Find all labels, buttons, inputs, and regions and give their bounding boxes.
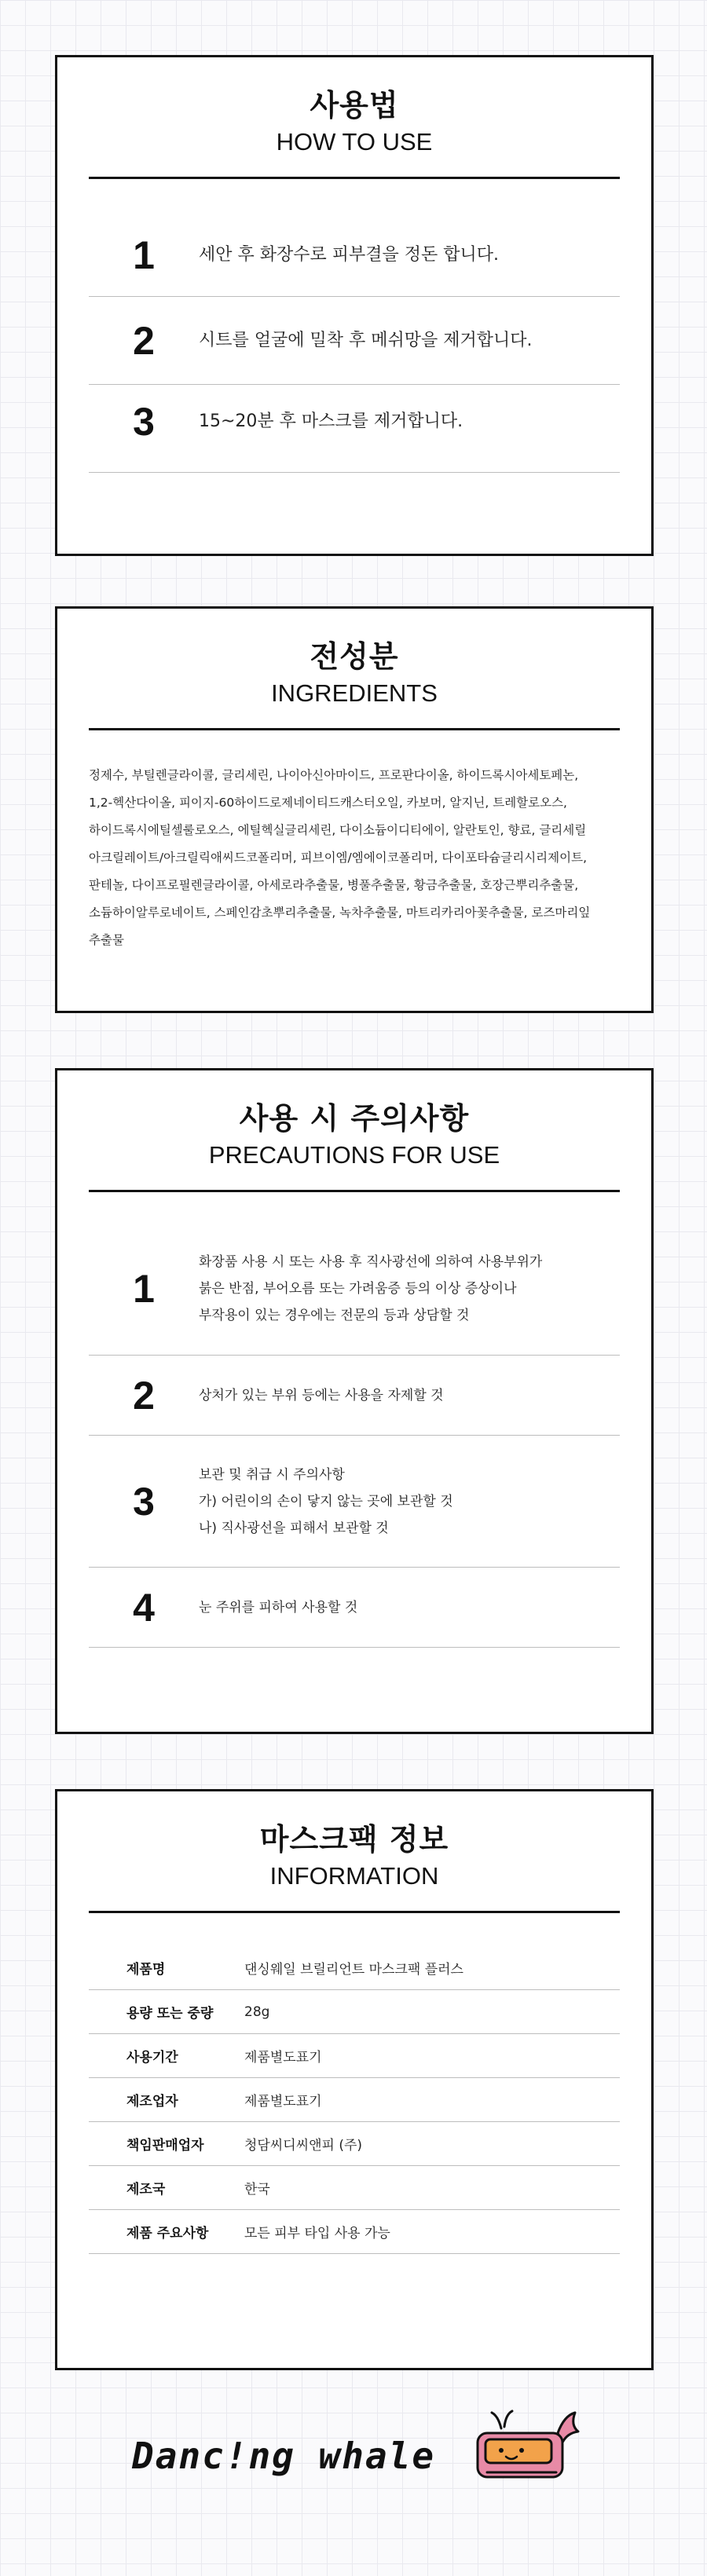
info-key: 제조업자 (126, 2094, 178, 2109)
info-row (89, 2122, 620, 2166)
info-value: 제품별도표기 (244, 2050, 322, 2066)
info-key: 용량 또는 중량 (126, 2006, 214, 2022)
ingredients-line: 아크릴레이트/아크릴릭애씨드코폴리머, 피브이엠/엠에이코폴리머, 다이포타슘글리시리제이트, (89, 851, 588, 865)
precaution-number: 3 (133, 1479, 155, 1524)
precaution-item-2 (89, 1356, 620, 1436)
step-number: 2 (133, 318, 155, 363)
how-to-use-steps (89, 179, 620, 473)
step-number: 1 (133, 232, 155, 277)
brand-logo-text: Danc!ng whale (132, 2435, 436, 2477)
info-value: 댄싱웨일 브릴리언트 마스크팩 플러스 (244, 1962, 463, 1978)
how-to-use-step-3 (89, 385, 620, 473)
ingredients-card (55, 606, 654, 1013)
step-text: 15~20분 후 마스크를 제거합니다. (199, 412, 463, 431)
information-table (89, 1946, 620, 2254)
ingredients-line: 하이드록시에틸셀룰로오스, 에틸헥실글리세린, 다이소듐이디티에이, 알란토인, 향료, 글리세릴 (89, 823, 587, 837)
info-key: 제품 주요사항 (126, 2226, 209, 2241)
info-key: 제조국 (126, 2182, 166, 2197)
info-value: 28g (244, 2003, 270, 2020)
precautions-card (55, 1068, 654, 1734)
info-value: 모든 피부 타입 사용 가능 (244, 2226, 390, 2241)
information-divider (89, 1911, 620, 1913)
info-key: 사용기간 (126, 2050, 178, 2066)
info-key: 책임판매업자 (126, 2138, 204, 2153)
how-to-use-header (57, 57, 651, 158)
precautions-header (57, 1070, 651, 1171)
step-text: 시트를 얼굴에 밀착 후 메쉬망을 제거합니다. (199, 330, 533, 350)
precaution-number: 2 (133, 1373, 155, 1418)
precaution-line: 가) 어린이의 손이 닿지 않는 곳에 보관할 것 (199, 1493, 453, 1509)
information-card (55, 1789, 654, 2370)
precaution-text (199, 1462, 453, 1542)
whale-mascot-icon (470, 2402, 588, 2496)
precaution-text (199, 1594, 357, 1621)
precaution-text (199, 1249, 542, 1329)
precaution-line: 부작용이 있는 경우에는 전문의 등과 상담할 것 (199, 1307, 470, 1323)
precautions-title-en: PRECAUTIONS FOR USE (208, 1141, 500, 1169)
ingredients-line: 판테놀, 다이프로필렌글라이콜, 아세로라추출물, 병풀추출물, 황금추출물, 호장근뿌리추출물, (89, 878, 579, 892)
ingredients-line: 추출물 (89, 933, 124, 947)
precaution-line: 보관 및 취급 시 주의사항 (199, 1466, 345, 1483)
info-row (89, 2210, 620, 2254)
precaution-line: 나) 직사광선을 피해서 보관할 것 (199, 1520, 389, 1536)
info-row (89, 1990, 620, 2034)
precaution-text (199, 1382, 444, 1409)
ingredients-title-en: INGREDIENTS (271, 679, 438, 707)
ingredients-title-ko: 전성분 (310, 639, 399, 674)
info-value: 청담씨디씨앤피 (주) (244, 2138, 363, 2153)
how-to-use-title-en: HOW TO USE (276, 128, 433, 156)
info-row (89, 2078, 620, 2122)
info-row (89, 2166, 620, 2210)
precaution-item-4 (89, 1568, 620, 1648)
info-row (89, 1946, 620, 1990)
precaution-item-1 (89, 1192, 620, 1356)
how-to-use-step-1 (89, 179, 620, 297)
how-to-use-step-2 (89, 297, 620, 385)
precaution-line: 눈 주위를 피하여 사용할 것 (199, 1599, 358, 1615)
brand-footer (0, 2394, 707, 2512)
precautions-title-ko: 사용 시 주의사항 (239, 1101, 470, 1136)
info-row (89, 2034, 620, 2078)
step-number: 3 (133, 400, 155, 444)
how-to-use-card (55, 55, 654, 556)
precaution-number: 4 (133, 1585, 155, 1630)
ingredients-divider (89, 728, 620, 730)
precaution-item-3 (89, 1436, 620, 1568)
info-value: 제품별도표기 (244, 2094, 322, 2109)
precaution-line: 상처가 있는 부위 등에는 사용을 자제할 것 (199, 1387, 444, 1403)
ingredients-line: 소듐하이알루로네이트, 스페인감초뿌리추출물, 녹차추출물, 마트리카리아꽃추출물, 로즈마리잎 (89, 906, 591, 920)
ingredients-line: 정제수, 부틸렌글라이콜, 글리세린, 나이아신아마이드, 프로판다이올, 하이드록시아세토페논, (89, 768, 579, 782)
ingredients-header (57, 609, 651, 709)
info-value: 한국 (244, 2182, 270, 2197)
precaution-number: 1 (133, 1266, 155, 1311)
information-title-en: INFORMATION (269, 1862, 439, 1890)
information-header (57, 1791, 651, 1892)
precaution-line: 화장품 사용 시 또는 사용 후 직사광선에 의하여 사용부위가 (199, 1253, 543, 1270)
information-title-ko: 마스크팩 정보 (259, 1822, 449, 1857)
ingredients-line: 1,2-헥산다이올, 피이지-60하이드로제네이티드캐스터오일, 카보머, 알지닌, 트레할로오스, (89, 796, 567, 810)
precautions-list (89, 1192, 620, 1648)
precaution-line: 붉은 반점, 부어오름 또는 가려움증 등의 이상 증상이나 (199, 1280, 517, 1297)
step-text: 세안 후 화장수로 피부결을 정돈 합니다. (199, 244, 499, 265)
ingredients-list (89, 762, 620, 954)
info-key: 제품명 (126, 1962, 166, 1978)
how-to-use-title-ko: 사용법 (310, 88, 399, 123)
